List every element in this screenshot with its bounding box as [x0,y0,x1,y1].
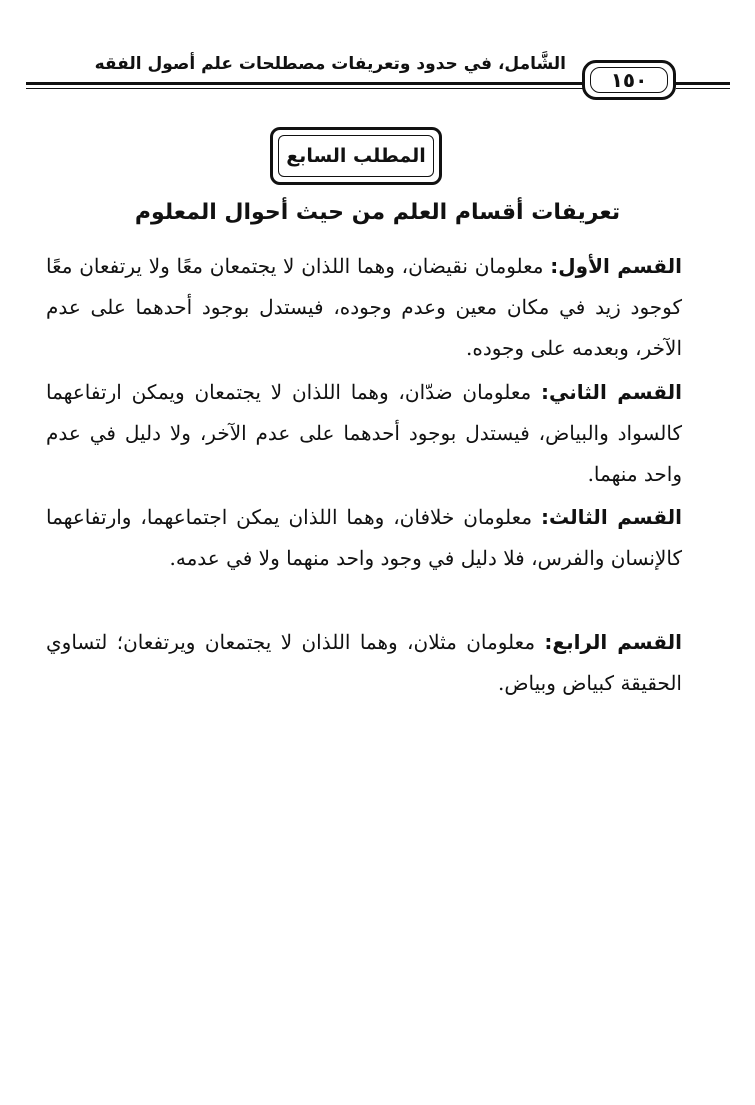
paragraph-text: معلومان خلافان، وهما اللذان يمكن اجتماعهما، وارتفاعهما كالإنسان والفرس، فلا دليل في وجود واحد منهما ولا في عدمه. [46,505,682,570]
paragraph-section-4 [46,622,682,704]
page-number-frame [582,60,676,100]
paragraph-lead: القسم الرابع: [544,630,682,654]
paragraph-text: معلومان نقيضان، وهما اللذان لا يجتمعان معًا ولا يرتفعان معًا كوجود زيد في مكان معين وعدم وجوده، فيستدل بوجود أحدهما على عدم الآخر، وبعدمه على وجوده. [46,254,683,360]
running-title: الشَّامل، في حدود وتعريفات مصطلحات علم أصول الفقه [94,54,566,74]
section-title-frame [270,127,442,185]
paragraph-section-3 [46,497,682,579]
paragraph-lead: القسم الثالث: [540,505,682,529]
main-heading: تعريفات أقسام العلم من حيث أحوال المعلوم [134,200,621,225]
paragraph-lead: القسم الأول: [550,254,682,278]
paragraph-text: معلومان ضدّان، وهما اللذان لا يجتمعان ويمكن ارتفاعهما كالسواد والبياض، فيستدل بوجود أحدهما على عدم الآخر، ولا دليل في عدم واحد منهما. [46,380,682,486]
paragraph-section-1 [46,246,682,369]
header-rule-thin [26,88,586,89]
section-title: المطلب السابع [278,135,434,177]
header-rule-thick [26,82,586,85]
header-rule-thin-right [676,88,730,89]
page-number: ١٥٠ [590,67,668,93]
paragraph-text: معلومان مثلان، وهما اللذان لا يجتمعان ويرتفعان؛ لتساوي الحقيقة كبياض وبياض. [46,630,682,695]
page-header [26,48,730,104]
header-rule-thick-right [676,82,730,85]
paragraph-section-2 [46,372,682,495]
paragraph-lead: القسم الثاني: [541,380,682,404]
